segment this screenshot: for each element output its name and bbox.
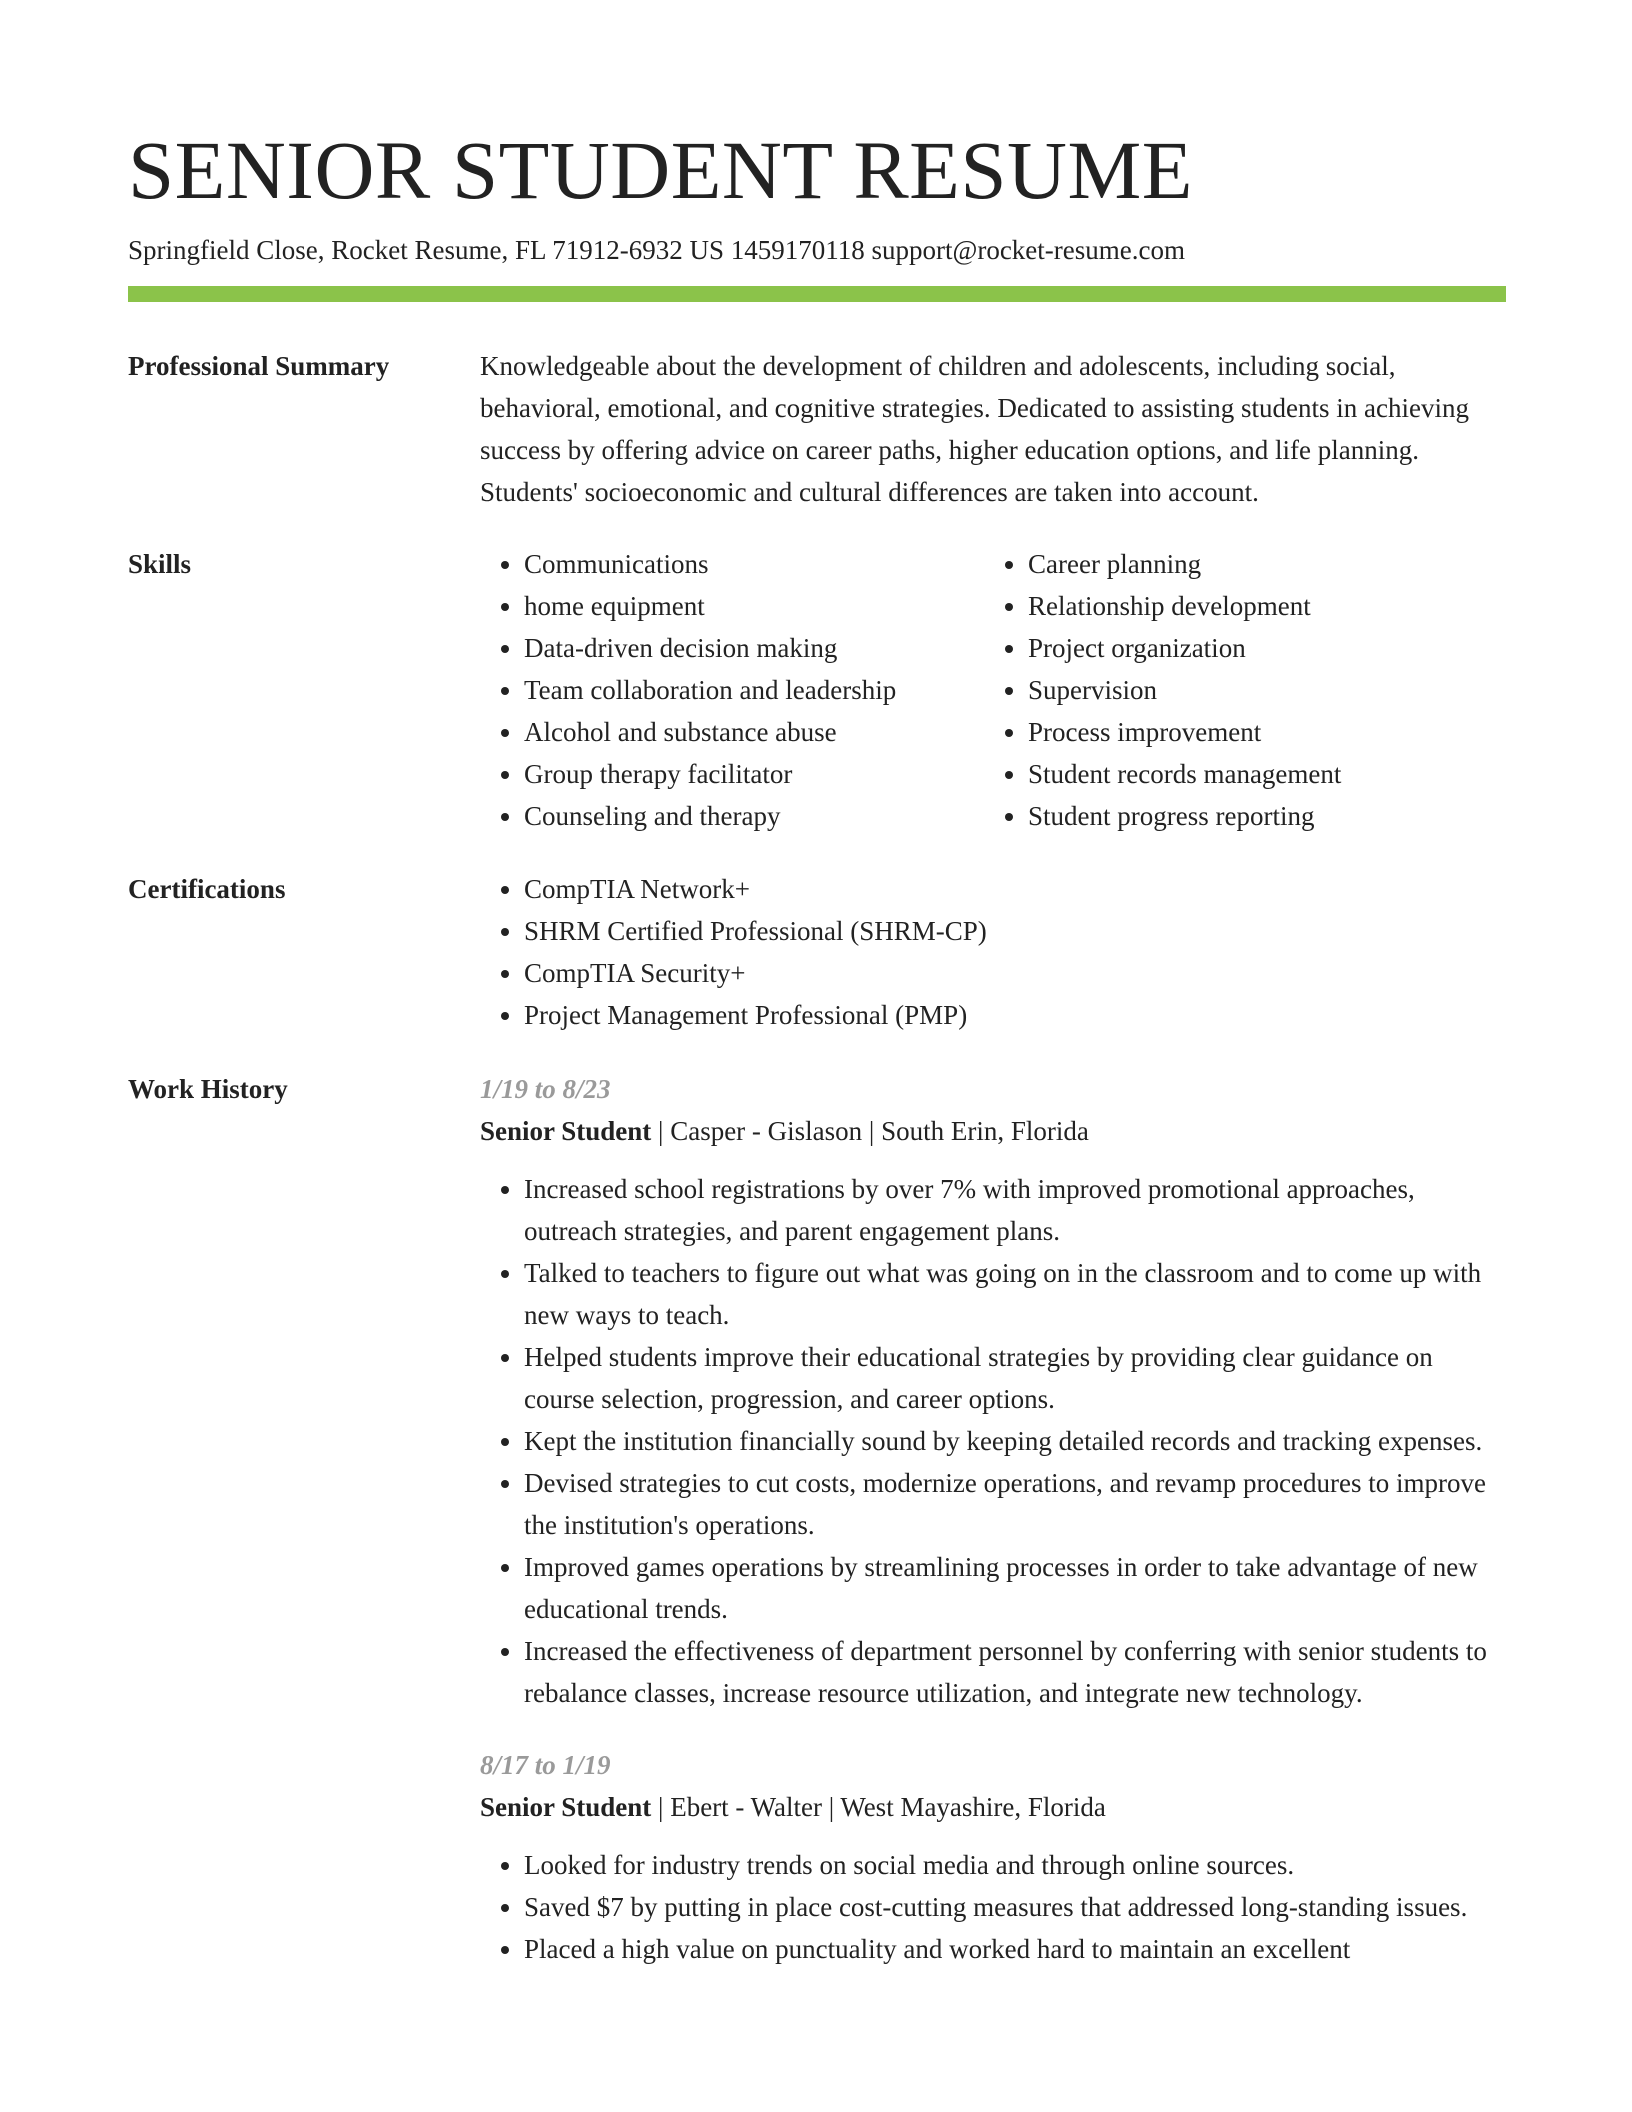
job-bullet-list (480, 1844, 1506, 1970)
job-heading (480, 1110, 1506, 1152)
certification-item: • CompTIA Security+ (524, 952, 1506, 994)
skill-item: • Counseling and therapy (524, 795, 984, 837)
job-entry (480, 1068, 1506, 1714)
certifications-heading: Certifications (128, 874, 286, 904)
job-bullet: • Looked for industry trends on social media and through online sources. (524, 1844, 1506, 1886)
certification-item: • CompTIA Network+ (524, 868, 1506, 910)
skills-heading: Skills (128, 549, 192, 579)
job-bullet: • Talked to teachers to figure out what was going on in the classroom and to come up with new ways to teach. (524, 1252, 1506, 1336)
certification-item: • Project Management Professional (PMP) (524, 994, 1506, 1036)
job-bullet: • Kept the institution financially sound by keeping detailed records and tracking expenses. (524, 1420, 1506, 1462)
work-history-body (480, 1068, 1506, 2000)
job-dates: 8/17 to 1/19 (480, 1750, 611, 1780)
skill-item: • Project organization (1028, 627, 1488, 669)
job-heading (480, 1786, 1506, 1828)
skill-item: • Communications (524, 543, 984, 585)
skill-item: • Student progress reporting (1028, 795, 1488, 837)
summary-text: Knowledgeable about the development of children and adolescents, including social, behavioral, emotional, and cognitive strategies. Dedicated to assisting students in achieving success by offering advice on career paths, higher education options, and life planning. Students' socioeconomic and cultural differences are taken into account. (480, 351, 1469, 507)
job-entry (480, 1744, 1506, 1970)
job-dates: 1/19 to 8/23 (480, 1074, 611, 1104)
job-title: Senior Student (480, 1792, 652, 1822)
header-divider (128, 286, 1506, 302)
resume-name: SENIOR STUDENT RESUME (128, 124, 1193, 216)
job-bullet: • Saved $7 by putting in place cost-cutting measures that addressed long-standing issues. (524, 1886, 1506, 1928)
job-bullet: • Increased the effectiveness of department personnel by conferring with senior students to rebalance classes, increase resource utilization, and integrate new technology. (524, 1630, 1506, 1714)
job-bullet: • Helped students improve their educational strategies by providing clear guidance on course selection, progression, and career options. (524, 1336, 1506, 1420)
skill-item: • Alcohol and substance abuse (524, 711, 984, 753)
skill-item: • Group therapy facilitator (524, 753, 984, 795)
skill-item: • Process improvement (1028, 711, 1488, 753)
skill-item: • home equipment (524, 585, 984, 627)
job-bullet: • Placed a high value on punctuality and worked hard to maintain an excellent (524, 1928, 1506, 1970)
skills-column-right (984, 543, 1488, 837)
skills-list-left (480, 543, 984, 837)
summary-heading: Professional Summary (128, 351, 390, 381)
job-company-location: | Casper - Gislason | South Erin, Florida (651, 1116, 1089, 1146)
work-history-heading: Work History (128, 1074, 288, 1104)
job-title: Senior Student (480, 1116, 652, 1146)
skill-item: • Student records management (1028, 753, 1488, 795)
skill-item: • Relationship development (1028, 585, 1488, 627)
job-company-location: | Ebert - Walter | West Mayashire, Florida (651, 1792, 1106, 1822)
job-bullet: • Improved games operations by streamlining processes in order to take advantage of new educational trends. (524, 1546, 1506, 1630)
skills-column-left (480, 543, 984, 837)
contact-line: Springfield Close, Rocket Resume, FL 71912-6932 US 1459170118 support@rocket-resume.com (128, 235, 1185, 265)
skill-item: • Data-driven decision making (524, 627, 984, 669)
certification-item: • SHRM Certified Professional (SHRM-CP) (524, 910, 1506, 952)
skills-list-right (984, 543, 1488, 837)
skill-item: • Career planning (1028, 543, 1488, 585)
summary-body (480, 345, 1506, 513)
certifications-list (480, 868, 1506, 1036)
job-bullet: • Devised strategies to cut costs, modernize operations, and revamp procedures to improve the institution's operations. (524, 1462, 1506, 1546)
job-bullet: • Increased school registrations by over 7% with improved promotional approaches, outreach strategies, and parent engagement plans. (524, 1168, 1506, 1252)
certifications-body (480, 868, 1506, 1036)
job-bullet-list (480, 1168, 1506, 1714)
skill-item: • Team collaboration and leadership (524, 669, 984, 711)
skill-item: • Supervision (1028, 669, 1488, 711)
